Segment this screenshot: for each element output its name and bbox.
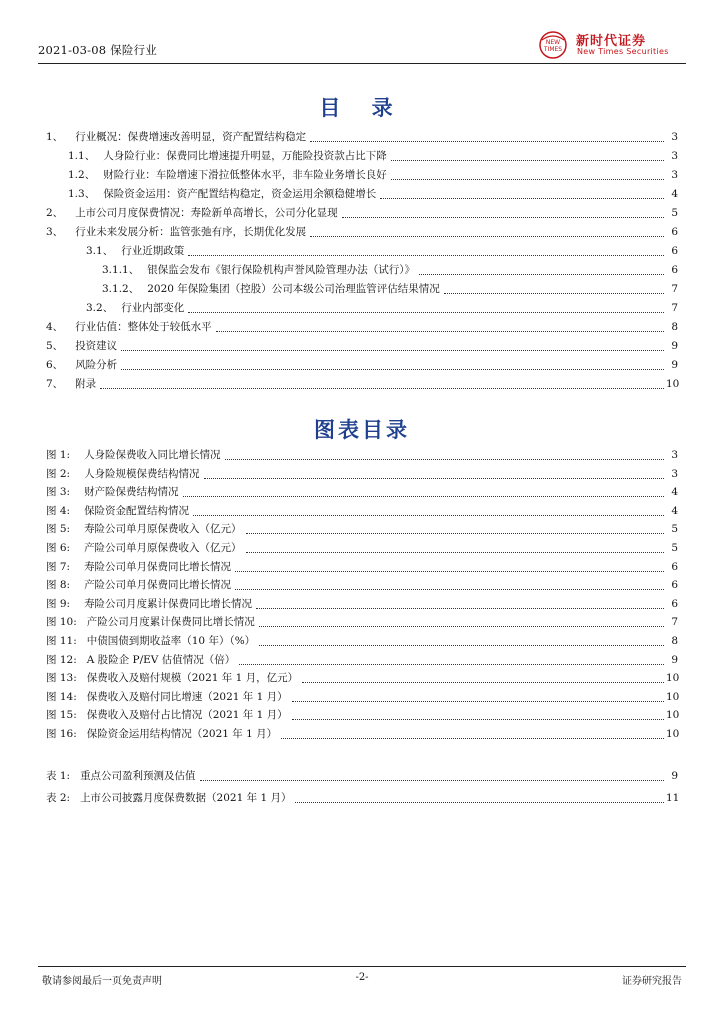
toc-number: 4、 [46, 321, 64, 333]
dot-leader [121, 349, 664, 351]
figure-entry[interactable] [46, 688, 678, 707]
figure-page: 4 [671, 504, 678, 517]
dot-leader [121, 368, 664, 370]
toc-number: 1.2、 [68, 169, 96, 181]
dot-leader [204, 477, 664, 479]
page-header [38, 28, 686, 62]
figure-page: 10 [666, 728, 680, 740]
toc-entry[interactable] [46, 166, 678, 185]
toc-page: 3 [671, 150, 678, 162]
toc-entry[interactable] [46, 223, 678, 242]
dot-leader [444, 292, 664, 294]
figure-number: 图 3: [46, 486, 71, 499]
dot-leader [295, 801, 664, 803]
figure-entry[interactable] [46, 725, 678, 744]
toc-page: 9 [671, 359, 678, 371]
figures-title: 图表目录 [314, 417, 410, 442]
dot-leader [259, 625, 664, 627]
toc-number: 1.1、 [68, 150, 96, 162]
toc-number: 5、 [46, 340, 64, 352]
dot-leader [235, 570, 664, 572]
figure-number: 图 10: [46, 616, 77, 629]
toc-text: 行业估值：整体处于较低水平 [75, 321, 212, 333]
figure-entry[interactable] [46, 576, 678, 595]
toc-page: 6 [671, 226, 678, 238]
figure-number: 图 1: [46, 449, 71, 461]
figure-entry[interactable] [46, 595, 678, 614]
dot-leader [200, 779, 664, 781]
figure-number: 图 11: [46, 635, 77, 647]
figure-number: 图 12: [46, 653, 77, 666]
dot-leader [310, 235, 664, 237]
figure-page: 6 [671, 560, 678, 573]
figure-text: 人身险保费收入同比增长情况 [84, 449, 221, 461]
toc-text: 投资建议 [75, 340, 118, 352]
new-times-logo-icon [536, 30, 570, 60]
figure-text: 保险资金配置结构情况 [84, 504, 190, 517]
toc-entry[interactable] [46, 375, 678, 394]
toc-text: 人身险行业：保费同比增速提升明显，万能险投资款占比下降 [103, 150, 387, 162]
table-page: 9 [671, 770, 678, 782]
toc-number: 6、 [46, 359, 64, 371]
dot-leader [259, 644, 664, 646]
header-divider [38, 63, 686, 64]
figure-text: 产险公司单月保费同比增长情况 [84, 579, 232, 592]
figure-entry[interactable] [46, 669, 678, 688]
figure-number: 图 6: [46, 542, 71, 554]
toc-number: 3.1.1、 [102, 264, 140, 276]
toc-entry[interactable] [46, 204, 678, 223]
figure-page: 3 [671, 467, 678, 480]
toc-text: 风险分析 [75, 359, 118, 371]
dot-leader [292, 718, 664, 720]
dot-leader [193, 514, 664, 516]
figure-text: 人身险规模保费结构情况 [84, 467, 200, 480]
toc-entry[interactable] [46, 147, 678, 166]
figure-text: 保费收入及赔付规模（2021 年 1 月，亿元） [86, 672, 299, 685]
page-footer [38, 972, 686, 988]
dot-leader [391, 159, 664, 161]
dot-leader [239, 663, 664, 665]
figure-text: 寿险公司单月保费同比增长情况 [84, 560, 232, 573]
dot-leader [188, 254, 664, 256]
dot-leader [246, 551, 664, 553]
figure-entry[interactable] [46, 539, 678, 558]
toc-entry[interactable] [46, 261, 678, 280]
svg-text:TIMES: TIMES [543, 46, 563, 53]
header-date-sector: 2021-03-08 保险行业 [38, 43, 157, 57]
toc-page: 7 [671, 283, 678, 295]
toc-entry[interactable] [46, 356, 678, 375]
figure-page: 7 [671, 616, 678, 629]
toc-number: 7、 [46, 378, 64, 390]
toc-entry[interactable] [46, 337, 678, 356]
dot-leader [183, 495, 664, 497]
toc-entry[interactable] [46, 242, 678, 261]
dot-leader [380, 197, 664, 199]
toc-page: 3 [671, 131, 678, 143]
toc-number: 3、 [46, 226, 64, 238]
table-entry[interactable] [46, 789, 678, 808]
figure-page: 6 [671, 579, 678, 592]
dot-leader [256, 607, 664, 609]
company-logo [536, 30, 686, 60]
toc-text: 附录 [75, 378, 97, 390]
figure-text: 寿险公司月度累计保费同比增长情况 [84, 597, 253, 610]
figure-text: 保费收入及赔付占比情况（2021 年 1 月） [86, 709, 288, 722]
figure-number: 图 14: [46, 690, 77, 703]
figure-text: 保险资金运用结构情况（2021 年 1 月） [86, 728, 278, 740]
toc-entry[interactable] [46, 185, 678, 204]
figure-page: 5 [671, 542, 678, 554]
figure-entry[interactable] [46, 613, 678, 632]
dot-leader [302, 681, 664, 683]
toc-text: 行业未来发展分析：监管张弛有序，长期优化发展 [75, 226, 307, 238]
figure-page: 10 [666, 672, 680, 685]
figure-number: 图 7: [46, 560, 71, 573]
dot-leader [292, 700, 664, 702]
toc-title: 目 录 [319, 95, 405, 120]
figure-number: 图 5: [46, 523, 71, 536]
figure-page: 6 [671, 597, 678, 610]
toc-number: 2、 [46, 207, 64, 219]
dot-leader [310, 140, 664, 142]
figure-text: A 股险企 P/EV 估值情况（倍） [86, 653, 236, 666]
toc-number: 3.1.2、 [102, 283, 140, 295]
toc-page: 10 [666, 378, 680, 390]
table-number: 表 1: [46, 770, 71, 782]
table-page: 11 [666, 792, 680, 804]
toc-text: 行业概况：保费增速改善明显，资产配置结构稳定 [75, 131, 307, 143]
table-text: 上市公司披露月度保费数据（2021 年 1 月） [80, 792, 292, 804]
figure-text: 保费收入及赔付同比增速（2021 年 1 月） [86, 690, 288, 703]
figure-number: 图 9: [46, 597, 71, 610]
toc-page: 8 [671, 321, 678, 333]
toc-page: 3 [671, 169, 678, 181]
page-number: -2- [355, 972, 369, 983]
figure-page: 10 [666, 709, 680, 722]
dot-leader [188, 311, 664, 313]
dot-leader [391, 178, 664, 180]
toc-entry[interactable] [46, 280, 678, 299]
toc-entry[interactable] [46, 318, 678, 337]
toc-page: 6 [671, 245, 678, 257]
dot-leader [342, 216, 664, 218]
figure-entry[interactable] [46, 632, 678, 651]
toc-page: 7 [671, 302, 678, 314]
figure-number: 图 8: [46, 579, 71, 592]
toc-text: 行业近期政策 [121, 245, 185, 257]
figure-number: 图 15: [46, 709, 77, 722]
logo-english-name: New Times Securities [577, 47, 669, 56]
figure-text: 产险公司月度累计保费同比增长情况 [86, 616, 255, 629]
footer-divider [38, 966, 686, 967]
figure-page: 3 [671, 449, 678, 461]
toc-page: 5 [671, 207, 678, 219]
table-text: 重点公司盈利预测及估值 [80, 770, 196, 782]
dot-leader [100, 387, 664, 389]
toc-page: 6 [671, 264, 678, 276]
figure-entry[interactable] [46, 558, 678, 577]
figure-text: 财产险保费结构情况 [84, 486, 179, 499]
dot-leader [235, 588, 664, 590]
dot-leader [419, 273, 664, 275]
toc-number: 3.2、 [86, 302, 114, 314]
figure-page: 8 [671, 635, 678, 647]
dot-leader [246, 532, 664, 534]
figure-number: 图 13: [46, 672, 77, 685]
figure-entry[interactable] [46, 465, 678, 484]
figure-number: 图 2: [46, 467, 71, 480]
figure-number: 图 16: [46, 728, 77, 740]
toc-number: 1.3、 [68, 188, 96, 200]
dot-leader [225, 458, 664, 460]
toc-text: 行业内部变化 [121, 302, 185, 314]
svg-text:NEW: NEW [545, 39, 561, 46]
toc-text: 2020 年保险集团（控股）公司本级公司治理监管评估结果情况 [147, 283, 440, 295]
figure-entry[interactable] [46, 706, 678, 725]
figure-page: 9 [671, 653, 678, 666]
figure-text: 产险公司单月原保费收入（亿元） [84, 542, 242, 554]
figure-number: 图 4: [46, 504, 71, 517]
table-entry[interactable] [46, 767, 678, 786]
dot-leader [281, 737, 664, 739]
toc-number: 1、 [46, 131, 64, 143]
figure-text: 寿险公司单月原保费收入（亿元） [84, 523, 242, 536]
figure-entry[interactable] [46, 502, 678, 521]
toc-text: 银保监会发布《银行保险机构声誉风险管理办法（试行）》 [147, 264, 415, 276]
toc-text: 财险行业：车险增速下滑拉低整体水平，非车险业务增长良好 [103, 169, 387, 181]
toc-text: 保险资金运用：资产配置结构稳定，资金运用余额稳健增长 [103, 188, 377, 200]
table-number: 表 2: [46, 792, 71, 804]
toc-number: 3.1、 [86, 245, 114, 257]
figure-entry[interactable] [46, 520, 678, 539]
footer-report-type: 证券研究报告 [622, 976, 682, 987]
figure-text: 中债国债到期收益率（10 年）（%） [86, 635, 256, 647]
figure-entry[interactable] [46, 483, 678, 502]
logo-chinese-name: 新时代证券 [576, 34, 647, 49]
figure-page: 10 [666, 690, 680, 703]
toc-page: 9 [671, 340, 678, 352]
toc-entry[interactable] [46, 128, 678, 147]
figure-entry[interactable] [46, 446, 678, 465]
dot-leader [216, 330, 664, 332]
toc-page: 4 [671, 188, 678, 200]
footer-disclaimer: 敬请参阅最后一页免责声明 [42, 976, 162, 987]
figure-entry[interactable] [46, 651, 678, 670]
toc-text: 上市公司月度保费情况：寿险新单高增长，公司分化显现 [75, 207, 338, 219]
toc-entry[interactable] [46, 299, 678, 318]
figure-page: 5 [671, 523, 678, 536]
figure-page: 4 [671, 486, 678, 499]
